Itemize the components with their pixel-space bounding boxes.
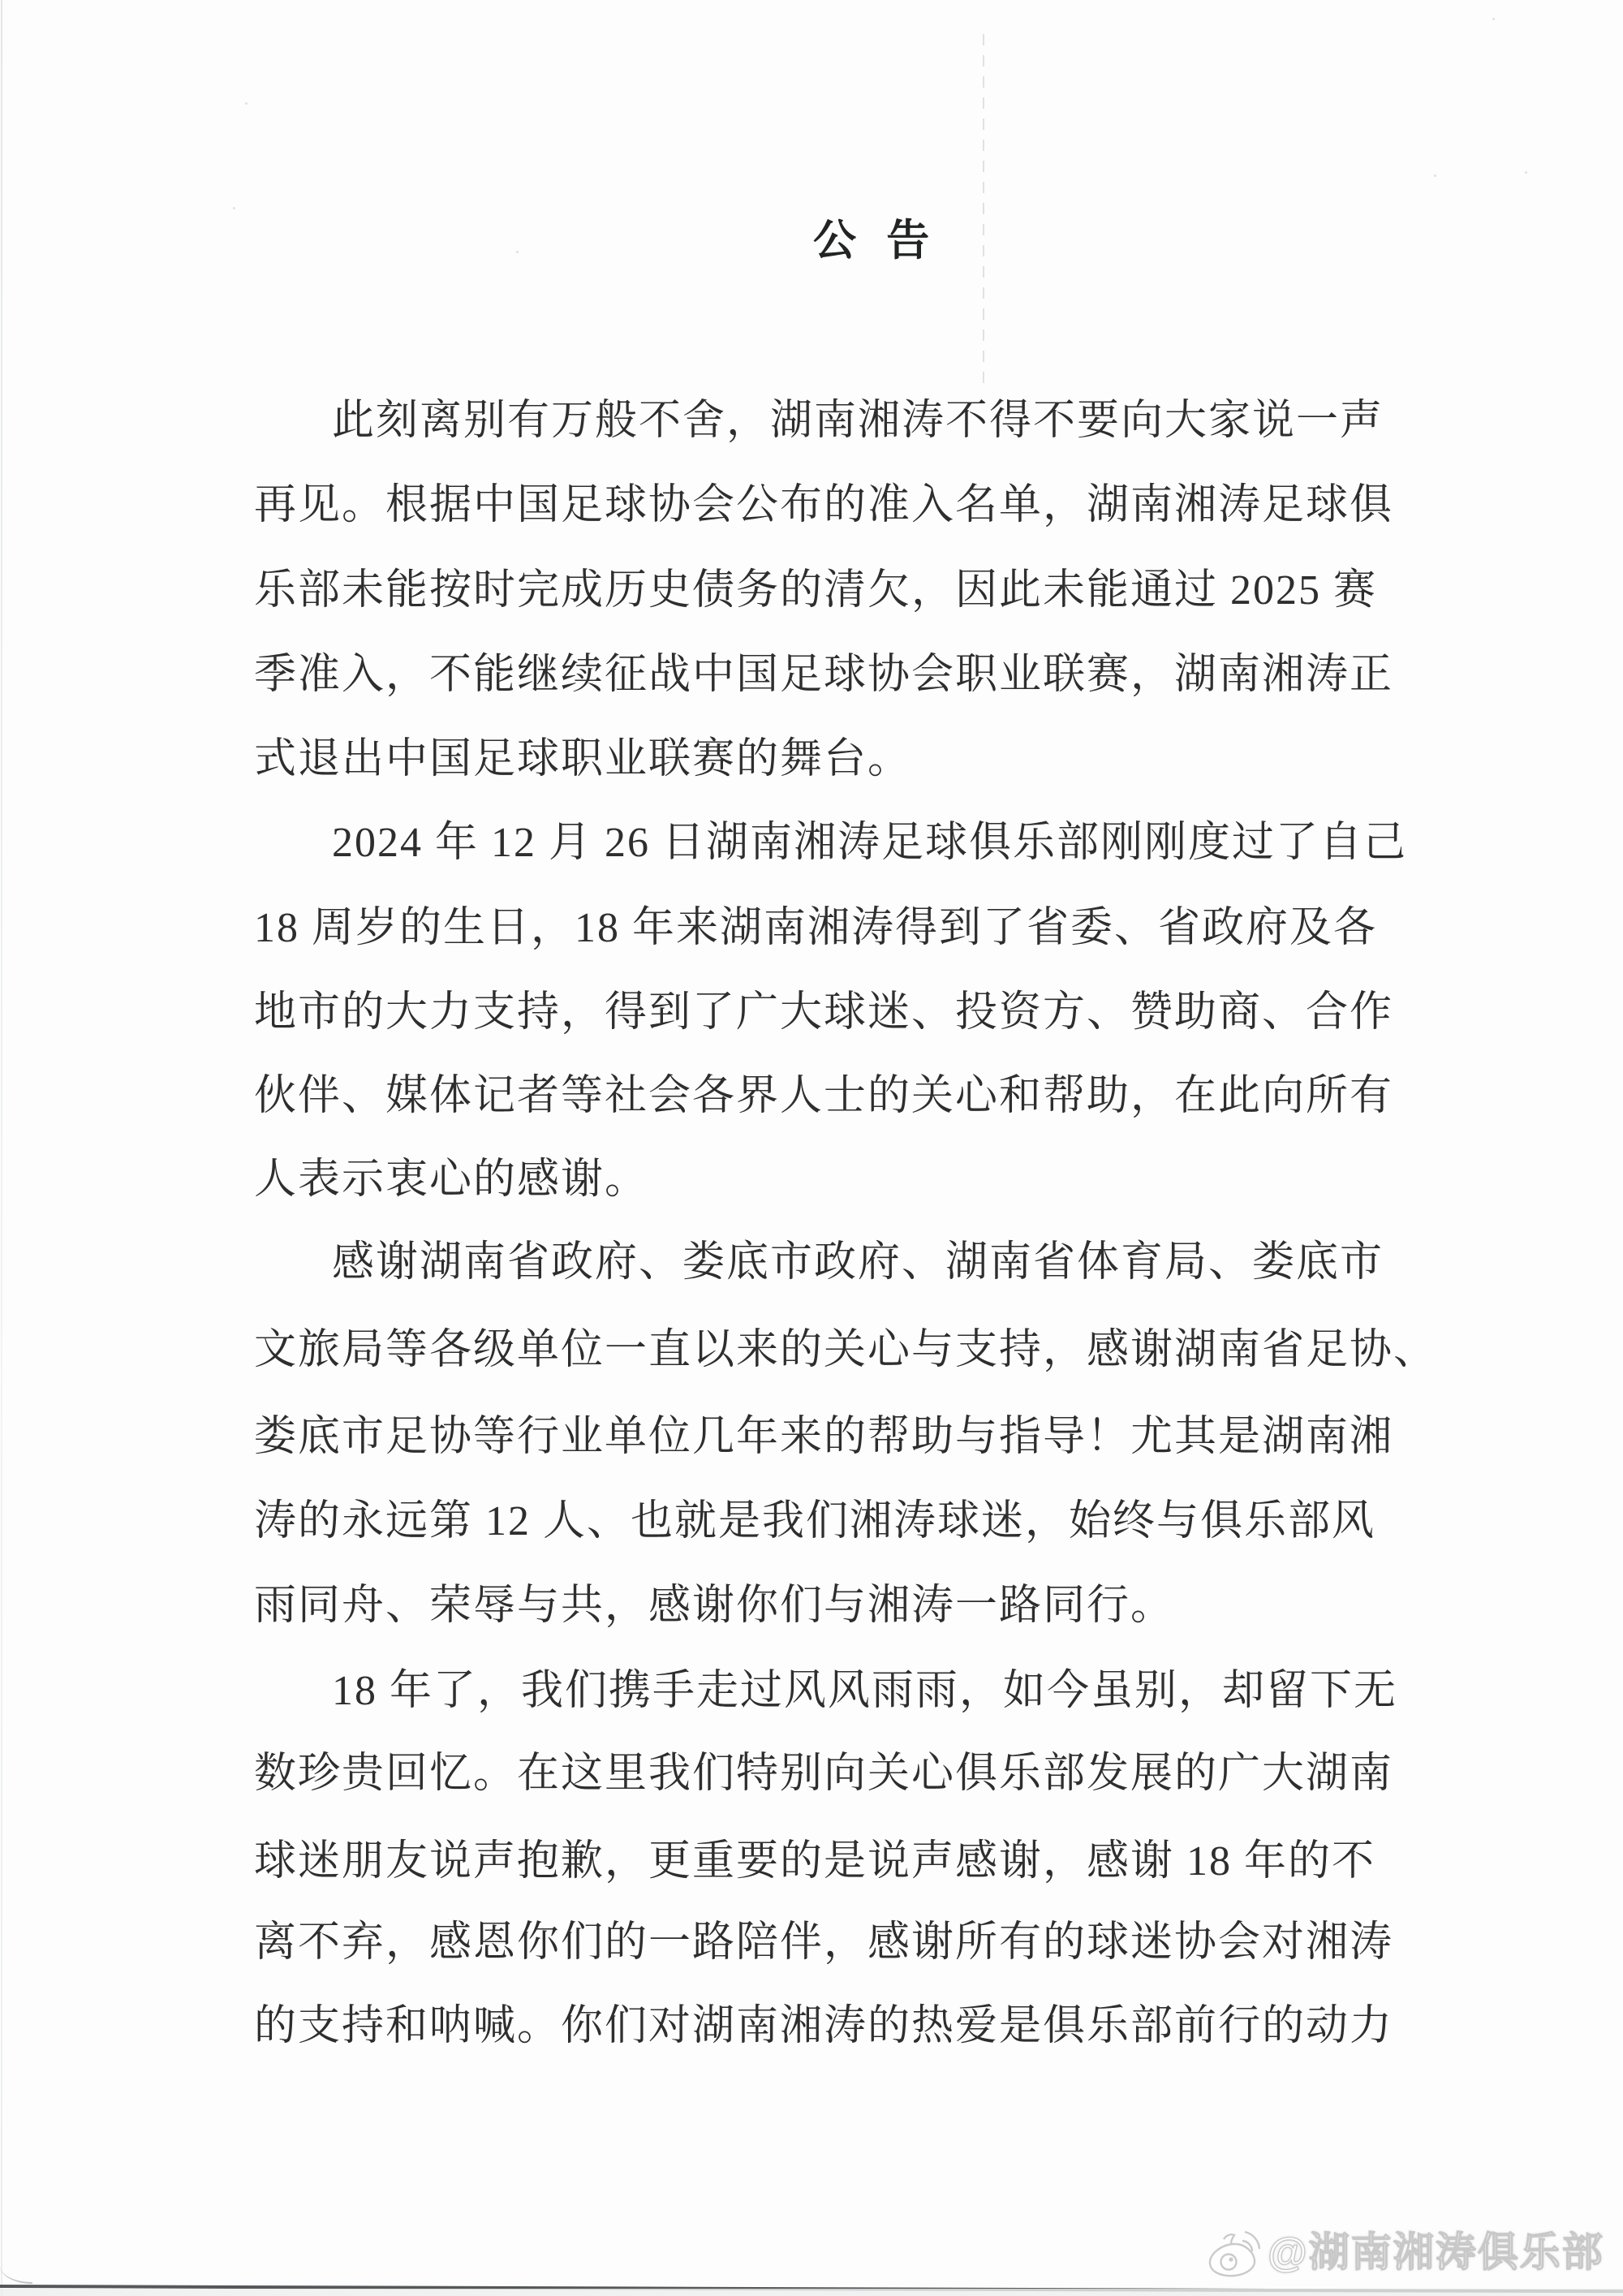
document-line: 地市的大力支持，得到了广大球迷、投资方、赞助商、合作	[254, 989, 1394, 1036]
watermark-handle: @湖南湘涛俱乐部	[1268, 2229, 1604, 2275]
scan-bottom-strip	[0, 2289, 1623, 2296]
document-line: 球迷朋友说声抱歉，更重要的是说声感谢，感谢 18 年的不	[254, 1838, 1376, 1885]
weibo-icon	[1206, 2227, 1261, 2277]
document-line: 乐部未能按时完成历史债务的清欠，因此未能通过 2025 赛	[254, 567, 1378, 614]
document-line: 涛的永远第 12 人、也就是我们湘涛球迷，始终与俱乐部风	[254, 1498, 1376, 1544]
document-title: 公 告	[813, 218, 940, 265]
scan-vertical-streak-artifact	[983, 34, 984, 385]
scan-left-edge-artifact	[1, 0, 2, 2296]
dust-speck	[1492, 18, 1495, 20]
document-line: 离不弃，感恩你们的一路陪伴，感谢所有的球迷协会对湘涛	[254, 1919, 1394, 1966]
document-line: 雨同舟、荣辱与共，感谢你们与湘涛一路同行。	[254, 1583, 1175, 1629]
document-line: 2024 年 12 月 26 日湖南湘涛足球俱乐部刚刚度过了自己	[332, 820, 1408, 866]
document-line: 感谢湖南省政府、娄底市政府、湖南省体育局、娄底市	[332, 1239, 1384, 1286]
document-line: 式退出中国足球职业联赛的舞台。	[254, 736, 912, 782]
dust-speck	[245, 102, 248, 105]
dust-speck	[1434, 174, 1436, 177]
document-line: 此刻离别有万般不舍，湖南湘涛不得不要向大家说一声	[332, 398, 1384, 444]
dust-speck	[1525, 171, 1527, 174]
document-line: 数珍贵回忆。在这里我们特别向关心俱乐部发展的广大湖南	[254, 1751, 1394, 1797]
document-line: 伙伴、媒体记者等社会各界人士的关心和帮助，在此向所有	[254, 1073, 1394, 1119]
document-line: 18 年了，我们携手走过风风雨雨，如今虽别，却留下无	[332, 1668, 1398, 1714]
document-line: 的支持和呐喊。你们对湖南湘涛的热爱是俱乐部前行的动力	[254, 2003, 1394, 2049]
document-line: 季准入，不能继续征战中国足球协会职业联赛，湖南湘涛正	[254, 652, 1394, 698]
document-line: 再见。根据中国足球协会公布的准入名单，湖南湘涛足球俱	[254, 482, 1394, 528]
dust-speck	[233, 207, 235, 209]
document-line: 文旅局等各级单位一直以来的关心与支持，感谢湖南省足协、	[254, 1327, 1438, 1373]
dust-speck	[516, 251, 519, 253]
scan-corner-artifact	[0, 2266, 32, 2284]
document-line: 18 周岁的生日，18 年来湖南湘涛得到了省委、省政府及各	[254, 905, 1378, 951]
document-line: 人表示衷心的感谢。	[254, 1157, 649, 1203]
document-line: 娄底市足协等行业单位几年来的帮助与指导！尤其是湖南湘	[254, 1414, 1394, 1460]
weibo-watermark	[1206, 2227, 1604, 2277]
